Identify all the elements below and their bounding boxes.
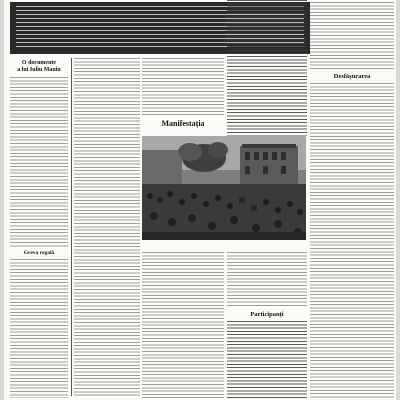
column-divider (71, 58, 72, 396)
heading-o-documente: O documente (10, 60, 68, 67)
photo-scene (142, 136, 306, 240)
column-4-bottom (227, 252, 307, 398)
column-4-text-mid (227, 252, 307, 308)
column-4-top (227, 0, 307, 136)
column-2-text (74, 58, 140, 398)
column-2 (74, 58, 140, 398)
newspaper-page (4, 0, 396, 400)
column-1 (10, 58, 68, 398)
column-5-text-top (310, 2, 394, 70)
photo-manifestation (142, 136, 306, 240)
column-5 (310, 0, 394, 400)
column-5-text-bottom (310, 83, 394, 398)
column-3-top (142, 58, 224, 136)
heading-desfasurarea: Desfășurarea (310, 73, 394, 81)
heading-manifestatia: Manifestația (142, 119, 224, 129)
column-1-text-bottom (10, 259, 68, 398)
column-1-text-top (10, 77, 68, 247)
column-3-text-top (142, 58, 224, 116)
heading-participanti: Participanți (227, 311, 307, 319)
heading-greva-regala: Greva regală (10, 250, 68, 257)
column-3-bottom (142, 252, 224, 398)
heading-iuliu-maniu: a lui Iuliu Maniu (10, 67, 68, 74)
column-4-text-top (227, 0, 307, 136)
column-3-text-bottom (142, 252, 224, 398)
photo-caption (142, 241, 306, 249)
column-4-text-bottom (227, 321, 307, 398)
